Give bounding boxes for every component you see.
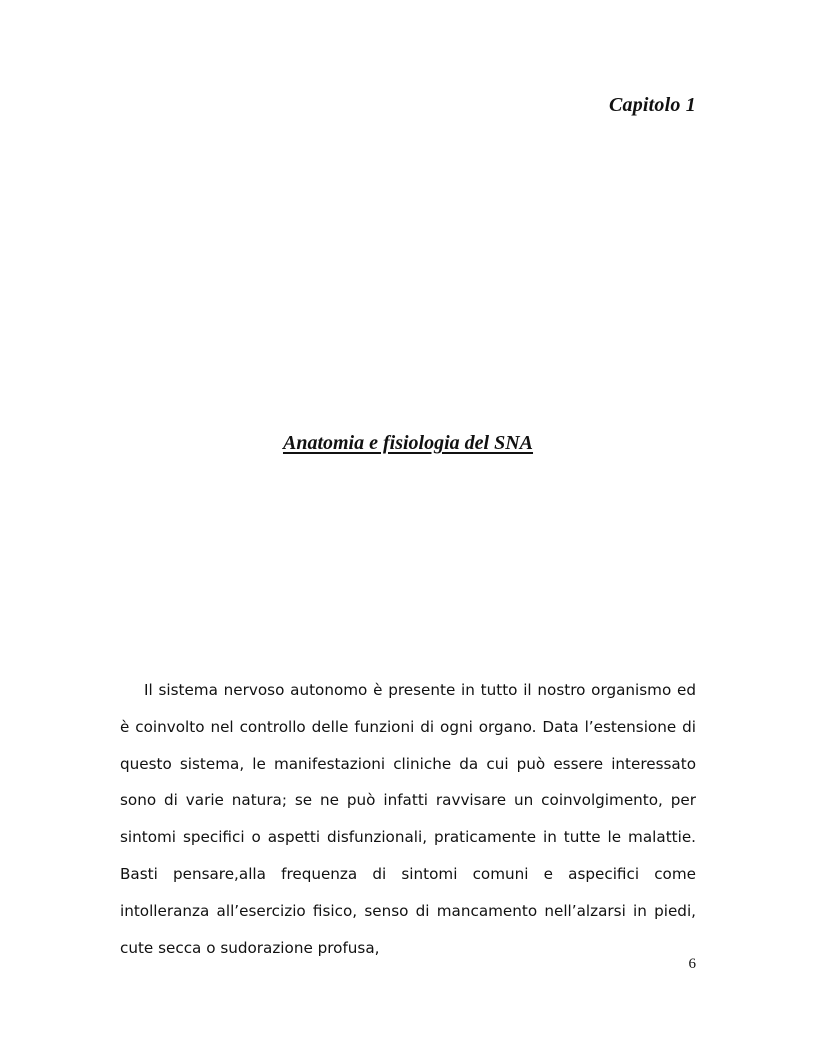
body-paragraph: Il sistema nervoso autonomo è presente in tutto il nostro organismo ed è coinvolto nel controllo delle funzioni di ogni organo. Data l’estensione di questo sistema, le manifestazioni cliniche da cui può essere interessato sono di varie natura; se ne può infatti ravvisare un coinvolgimento, per sintomi specifici o aspetti disfunzionali, praticamente in tutte le malattie. Basti pensare,alla frequenza di sintomi comuni e aspecifici come intolleranza all’esercizio fisico, senso di mancamento nell’alzarsi in piedi, cute secca o sudorazione profusa, — [120, 681, 696, 957]
chapter-title: Anatomia e fisiologia del SNA — [282, 432, 534, 454]
chapter-label: Capitolo 1 — [608, 94, 696, 116]
page-number: 6 — [688, 956, 696, 972]
